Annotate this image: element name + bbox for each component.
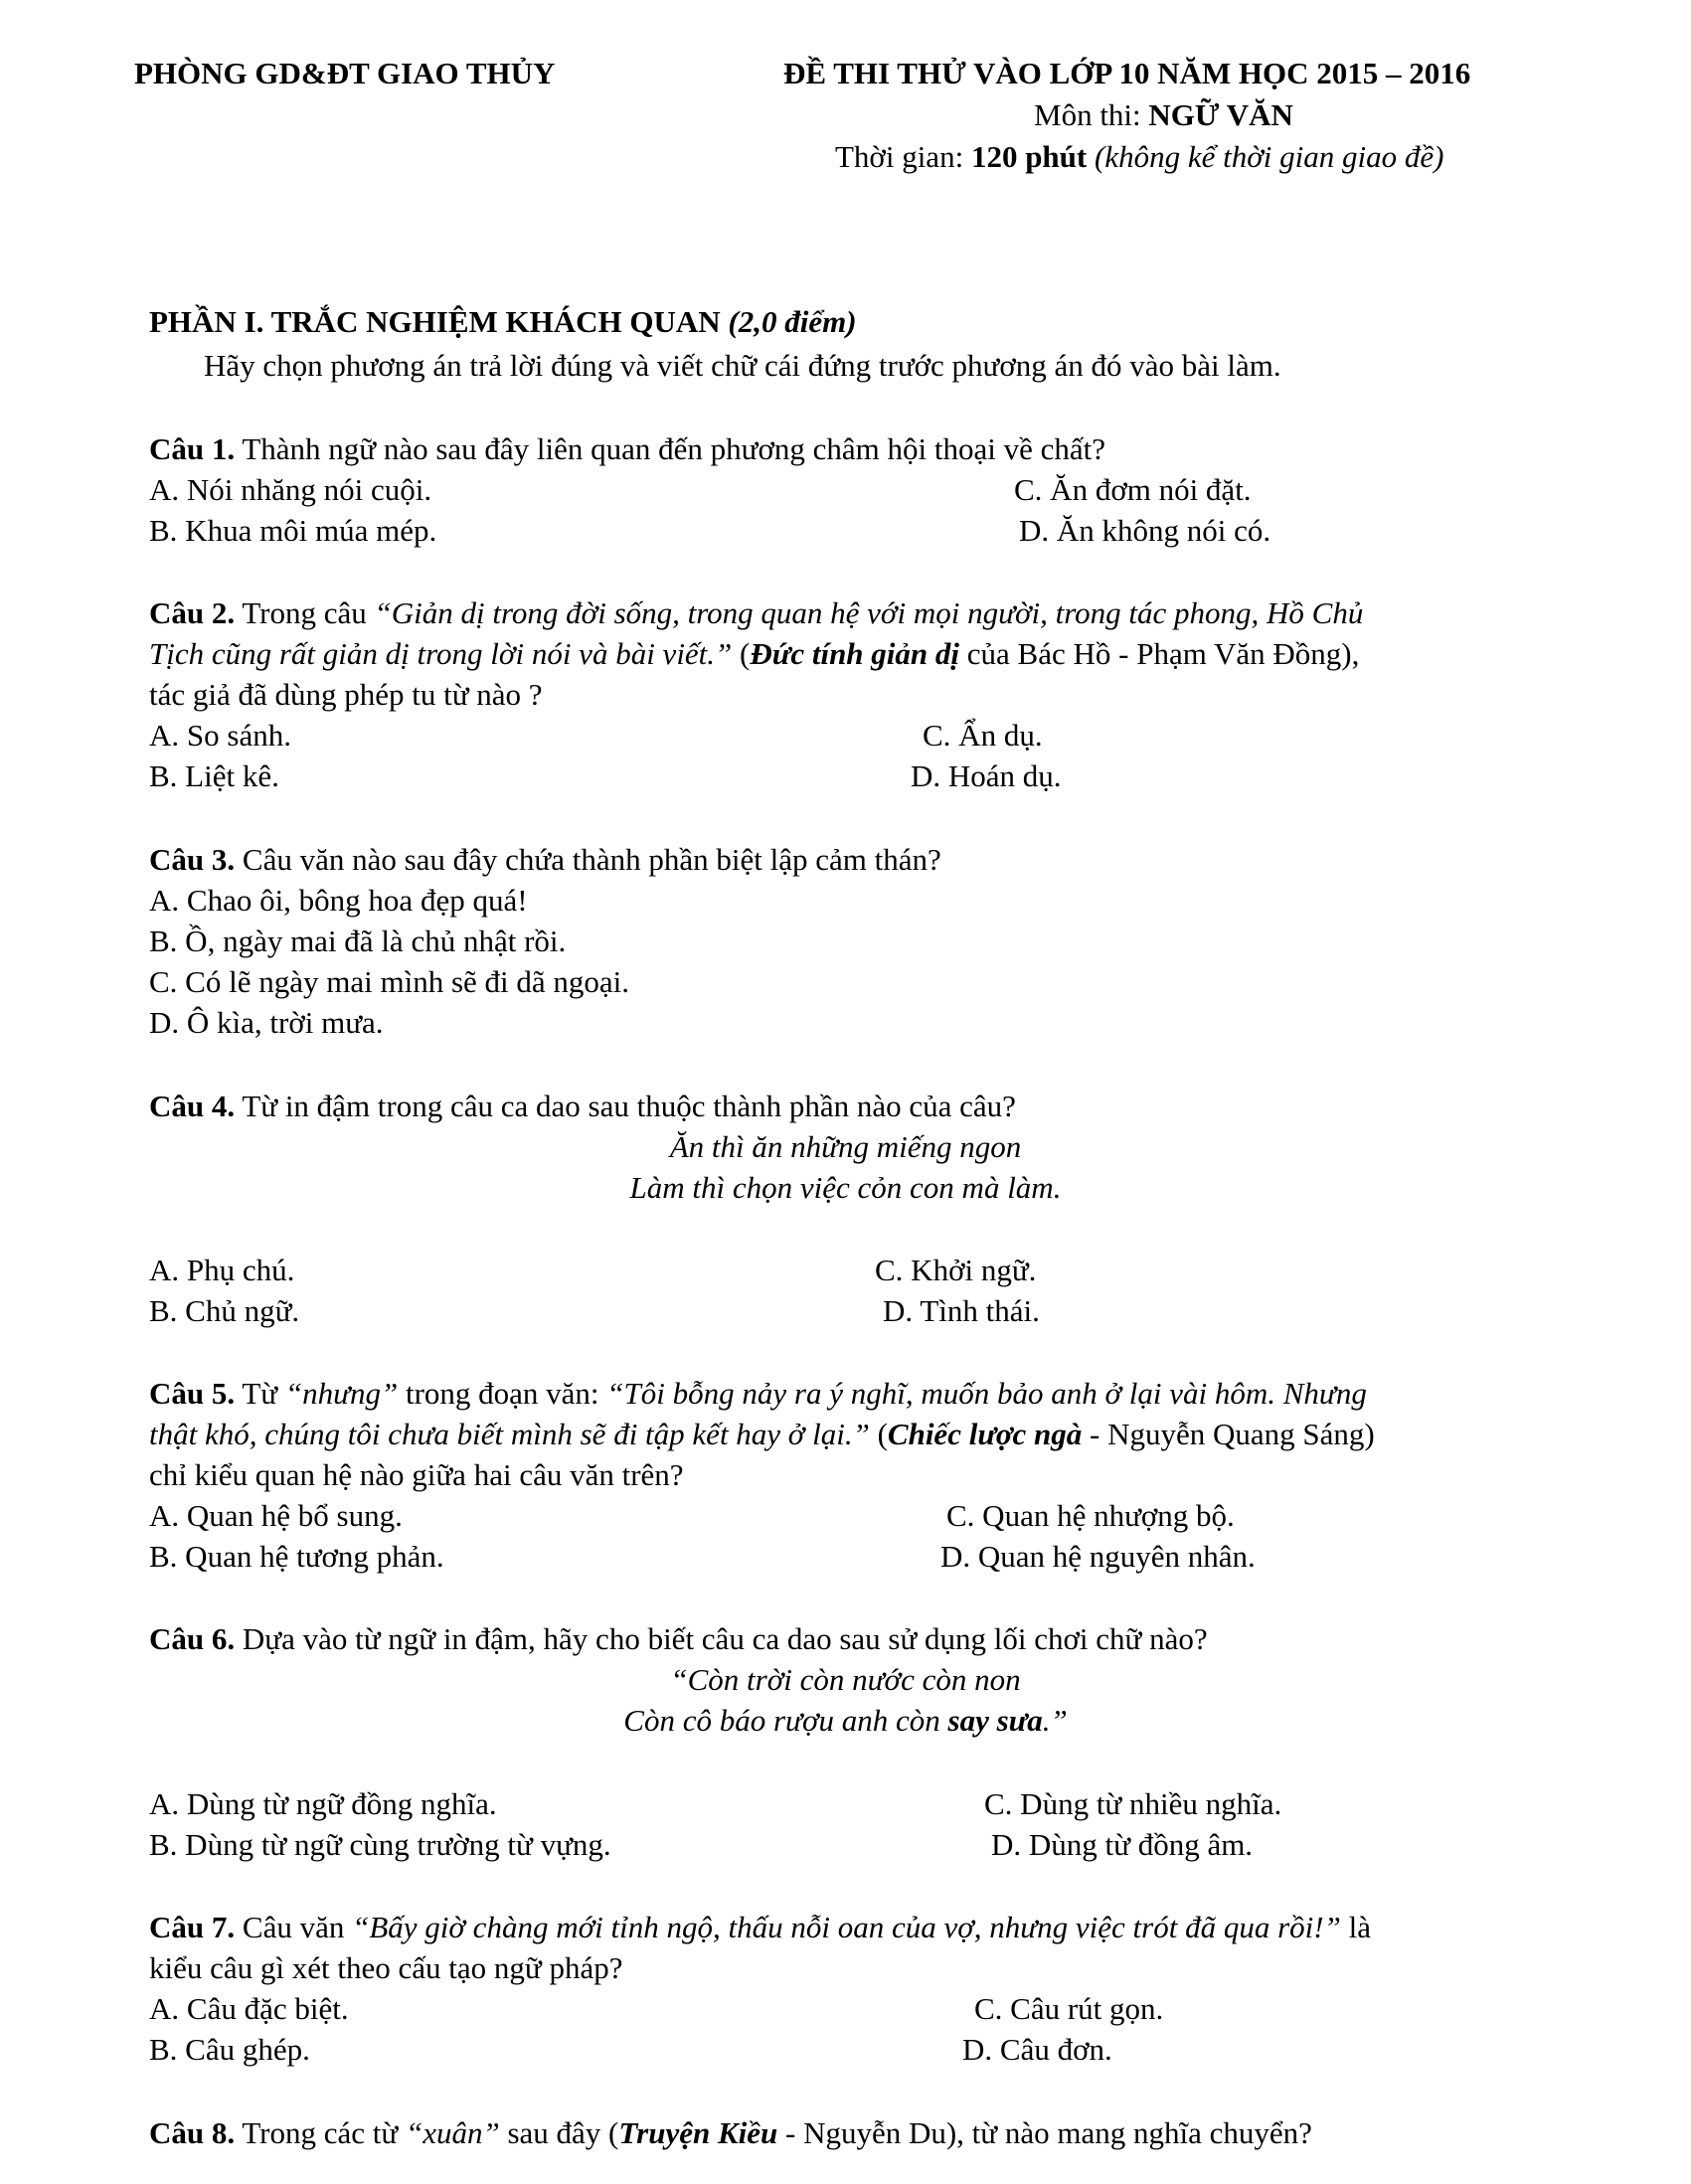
q8-text2: sau đây (	[499, 2115, 619, 2150]
q7-option-b: B. Câu ghép.	[149, 2032, 310, 2067]
q5-option-c: C. Quan hệ nhượng bộ.	[946, 1498, 1235, 1533]
q6-label: Câu 6.	[149, 1621, 236, 1656]
q2-option-a: A. So sánh.	[149, 718, 291, 753]
time-line	[835, 141, 1443, 172]
q6-option-a: A. Dùng từ ngữ đồng nghĩa.	[149, 1786, 497, 1821]
q1-text: Thành ngữ nào sau đây liên quan đến phương châm hội thoại về chất?	[235, 431, 1105, 466]
time-note: (không kể thời gian giao đề)	[1087, 139, 1444, 174]
q2-source-title: Đức tính giản dị	[750, 636, 960, 671]
part1-instruction: Hãy chọn phương án trả lời đúng và viết chữ cái đứng trước phương án đó vào bài làm.	[204, 348, 1281, 383]
q8-word: “xuân”	[405, 2115, 500, 2150]
q4-option-d: D. Tình thái.	[883, 1293, 1040, 1328]
q5-stem-line3: chỉ kiểu quan hệ nào giữa hai câu văn trên?	[149, 1457, 684, 1492]
q5-paren: (	[869, 1417, 888, 1451]
q7-option-d: D. Câu đơn.	[962, 2032, 1112, 2067]
q8-stem	[149, 2117, 1312, 2148]
q4-option-c: C. Khởi ngữ.	[875, 1253, 1037, 1287]
q4-text: Từ in đậm trong câu ca dao sau thuộc thành phần nào của câu?	[235, 1089, 1016, 1123]
subject-prefix: Môn thi:	[1034, 97, 1149, 132]
q6-option-d: D. Dùng từ đồng âm.	[991, 1827, 1254, 1862]
q1-label: Câu 1.	[149, 431, 236, 466]
q7-option-a: A. Câu đặc biệt.	[149, 1991, 349, 2026]
q6-verse-line1: “Còn trời còn nước còn non	[670, 1662, 1021, 1697]
q8-label: Câu 8.	[149, 2115, 236, 2150]
part1-title-text: PHẦN I. TRẮC NGHIỆM KHÁCH QUAN	[149, 304, 721, 339]
q6-stem	[149, 1623, 1208, 1654]
q2-paren: (	[732, 636, 751, 671]
q3-option-a: A. Chao ôi, bông hoa đẹp quá!	[149, 883, 528, 918]
q3-option-b: B. Ồ, ngày mai đã là chủ nhật rồi.	[149, 924, 567, 958]
q7-stem-line1	[149, 1912, 1371, 1942]
q5-text2: trong đoạn văn:	[398, 1376, 607, 1411]
q2-source-rest: của Bác Hồ - Phạm Văn Đồng),	[959, 636, 1360, 671]
exam-title: ĐỀ THI THỬ VÀO LỚP 10 NĂM HỌC 2015 – 2016	[783, 56, 1471, 90]
part1-title	[149, 306, 857, 337]
q1-option-d: D. Ăn không nói có.	[1019, 513, 1271, 548]
q3-text: Câu văn nào sau đây chứa thành phần biệt lập cảm thán?	[235, 842, 941, 877]
q4-verse-line2: Làm thì chọn việc cỏn con mà làm.	[629, 1170, 1062, 1205]
q4-option-b: B. Chủ ngữ.	[149, 1293, 300, 1328]
q3-option-d: D. Ô kìa, trời mưa.	[149, 1005, 384, 1040]
q2-option-b: B. Liệt kê.	[149, 758, 279, 793]
q6-option-c: C. Dùng từ nhiều nghĩa.	[984, 1786, 1282, 1821]
q2-option-d: D. Hoán dụ.	[911, 758, 1062, 793]
q4-verse-line1: Ăn thì ăn những miếng ngon	[669, 1129, 1022, 1164]
q6-verse2-post: .”	[1042, 1703, 1068, 1738]
q6-verse-line2	[0, 1705, 1691, 1736]
q7-stem-line2: kiểu câu gì xét theo cấu tạo ngữ pháp?	[149, 1950, 623, 1985]
time-prefix: Thời gian:	[835, 139, 971, 174]
q5-source-rest: - Nguyễn Quang Sáng)	[1082, 1417, 1375, 1451]
q2-quote1: “Giản dị trong đời sống, trong quan hệ với mọi người, trong tác phong, Hồ Chủ	[374, 595, 1364, 630]
q2-text1: Trong câu	[235, 595, 375, 630]
q2-stem-line2	[149, 638, 1359, 669]
q4-label: Câu 4.	[149, 1089, 236, 1123]
subject-name: NGỮ VĂN	[1148, 97, 1293, 132]
subject-line	[1034, 99, 1293, 130]
q4-stem	[149, 1091, 1016, 1121]
q5-label: Câu 5.	[149, 1376, 236, 1411]
q5-quote2: thật khó, chúng tôi chưa biết mình sẽ đi tập kết hay ở lại.”	[149, 1417, 870, 1451]
q3-option-c: C. Có lẽ ngày mai mình sẽ đi dã ngoại.	[149, 964, 630, 999]
q5-source-title: Chiếc lược ngà	[887, 1417, 1083, 1451]
school-name: PHÒNG GD&ĐT GIAO THỦY	[134, 56, 556, 90]
q5-option-d: D. Quan hệ nguyên nhân.	[940, 1539, 1256, 1574]
q2-quote2: Tịch cũng rất giản dị trong lời nói và bài viết.”	[149, 636, 733, 671]
q2-label: Câu 2.	[149, 595, 236, 630]
q5-stem-line1	[149, 1378, 1367, 1409]
q1-option-c: C. Ăn đơm nói đặt.	[1014, 472, 1252, 507]
q3-label: Câu 3.	[149, 842, 236, 877]
q5-option-b: B. Quan hệ tương phản.	[149, 1539, 444, 1574]
q2-option-c: C. Ẩn dụ.	[923, 718, 1043, 753]
q6-text: Dựa vào từ ngữ in đậm, hãy cho biết câu ca dao sau sử dụng lối chơi chữ nào?	[235, 1621, 1208, 1656]
q5-word: “nhưng”	[284, 1376, 399, 1411]
q7-quote: “Bấy giờ chàng mới tỉnh ngộ, thấu nỗi oan của vợ, nhưng việc trót đã qua rồi!”	[352, 1910, 1341, 1944]
q4-option-a: A. Phụ chú.	[149, 1253, 295, 1287]
q1-option-a: A. Nói nhăng nói cuội.	[149, 472, 432, 507]
q6-option-b: B. Dùng từ ngữ cùng trường từ vựng.	[149, 1827, 611, 1862]
q2-stem-line1	[149, 597, 1363, 628]
q5-option-a: A. Quan hệ bổ sung.	[149, 1498, 403, 1533]
q8-text1: Trong các từ	[235, 2115, 406, 2150]
q5-quote1: “Tôi bỗng nảy ra ý nghĩ, muốn bảo anh ở lại vài hôm. Nhưng	[606, 1376, 1367, 1411]
q5-text1: Từ	[235, 1376, 285, 1411]
q7-text2: là	[1340, 1910, 1371, 1944]
q8-source-title: Truyện Kiều	[618, 2115, 778, 2150]
q6-verse2-pre: Còn cô báo rượu anh còn	[623, 1703, 948, 1738]
q8-text3: - Nguyễn Du), từ nào mang nghĩa chuyển?	[777, 2115, 1312, 2150]
q7-label: Câu 7.	[149, 1910, 236, 1944]
q5-stem-line2	[149, 1419, 1375, 1449]
q1-stem	[149, 433, 1105, 464]
q1-option-b: B. Khua môi múa mép.	[149, 513, 437, 548]
q7-option-c: C. Câu rút gọn.	[974, 1991, 1164, 2026]
q7-text1: Câu văn	[235, 1910, 353, 1944]
q6-verse2-bold: say sưa	[947, 1703, 1043, 1738]
part1-points: (2,0 điểm)	[720, 304, 857, 339]
time-value: 120 phút	[970, 139, 1088, 174]
q2-stem-line3: tác giả đã dùng phép tu từ nào ?	[149, 677, 543, 712]
q3-stem	[149, 844, 941, 875]
